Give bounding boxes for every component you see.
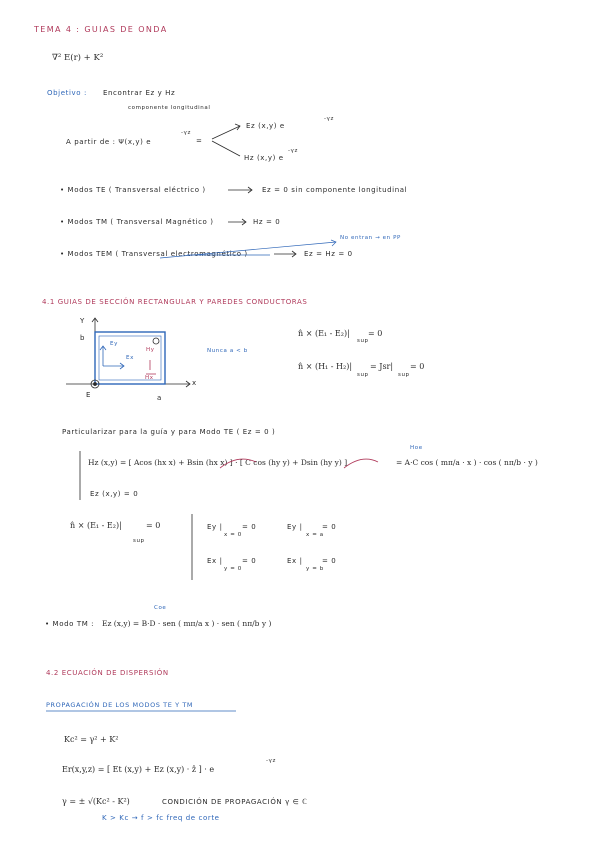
cond-ey-x0-rhs: = 0: [242, 523, 257, 531]
hz-equation: Hz (x,y) = [ Acos (hx x) + Bsin (hx x) ] · [ C cos (hy y) + Dsin (hy y) ]: [88, 458, 348, 467]
diagram-ex: Ex: [126, 355, 134, 361]
waveguide-diagram: [66, 318, 190, 388]
page-title: TEMA 4 : GUIAS DE ONDA: [34, 25, 168, 34]
dispersion-eq2: Er(x,y,z) = [ Et (x,y) + Ez (x,y) · ẑ ] · e: [62, 765, 215, 774]
ez-equation: Ez (x,y) = 0: [90, 490, 139, 498]
tem-note: No entran → en PP: [340, 235, 401, 241]
section-42-title: 4.2 ECUACIÓN DE DISPERSIÓN: [46, 669, 169, 677]
mode-tm: • Modos TM ( Transversal Magnético ): [60, 218, 214, 226]
hz-result: = A·C cos ( mπ/a · x ) · cos ( nπ/b · y ): [396, 458, 538, 467]
cond-ex-yb: Ex |: [287, 557, 303, 565]
diagram-a: a: [157, 394, 162, 402]
cond-ex-y0: Ex |: [207, 557, 223, 565]
bc3-sub: sup: [133, 538, 145, 544]
cond-ey-xa-sub: x = a: [306, 532, 324, 538]
cond-ey-x0-sub: x = 0: [224, 532, 242, 538]
from-expression: A partir de : Ψ(x,y) e: [66, 138, 152, 146]
mode-tem-result: Ez = Hz = 0: [304, 250, 353, 258]
mode-tem: • Modos TEM ( Transversal electromagnético ): [60, 250, 248, 258]
objective-text: Encontrar Ez y Hz: [103, 89, 176, 97]
diagram-b: b: [80, 334, 86, 342]
particularize-text: Particularizar para la guía y para Modo TE ( Ez = 0 ): [62, 428, 276, 436]
branch-arrows: [212, 124, 240, 156]
cond-ex-yb-sub: y = b: [306, 566, 324, 572]
diagram-hx: Hx: [145, 375, 154, 381]
mode-te-result: Ez = 0 sin componente longitudinal: [262, 186, 408, 194]
dispersion-eq2-exp: -γz: [266, 758, 276, 764]
tm-note: Coe: [154, 605, 167, 611]
section-41-title: 4.1 GUIAS DE SECCIÓN RECTANGULAR Y PAREDES CONDUCTORAS: [42, 298, 308, 306]
bc2-lhs: n̂ × (H₁ - H₂)|: [298, 362, 353, 371]
diagram-y-axis: Y: [80, 317, 85, 325]
cond-ex-y0-rhs: = 0: [242, 557, 257, 565]
red-annotations: [220, 459, 378, 468]
bc2-sub: sup: [357, 372, 369, 378]
from-equals: =: [196, 137, 203, 145]
bc1-sub: sup: [357, 338, 369, 344]
cond-ex-yb-rhs: = 0: [322, 557, 337, 565]
objective-note: componente longitudinal: [128, 105, 211, 111]
cond-ey-xa-rhs: = 0: [322, 523, 337, 531]
from-exponent: -γz: [181, 130, 191, 136]
bc3-lhs: n̂ × (E₁ - E₂)|: [70, 521, 122, 530]
diagram-x-axis: x: [192, 379, 197, 387]
bc2-rhs-sub: sup: [398, 372, 410, 378]
branch-ez: Ez (x,y) e: [246, 122, 285, 130]
bc2-end: = 0: [410, 362, 425, 371]
brace-lines: [80, 451, 192, 580]
propagation-condition: CONDICIÓN DE PROPAGACIÓN γ ∈ ℂ: [162, 798, 308, 806]
branch-hz: Hz (x,y) e: [244, 154, 284, 162]
cutoff-condition: K > Kc → f > fc freq de corte: [102, 814, 220, 822]
bc2-rhs: = Jsr|: [370, 362, 394, 371]
tem-annotation: [160, 240, 336, 258]
dispersion-eq1: Kc² = γ² + K²: [64, 735, 119, 744]
mode-tm-result: Hz = 0: [253, 218, 281, 226]
diagram-hy: Hy: [146, 347, 155, 353]
wave-equation: ∇² E(r) + K²: [52, 53, 104, 63]
cond-ex-y0-sub: y = 0: [224, 566, 242, 572]
diagram-note: Nunca a < b: [207, 348, 248, 354]
objective-label: Objetivo :: [47, 89, 87, 97]
cond-ey-x0: Ey |: [207, 523, 223, 531]
diagram-ey: Ey: [110, 341, 118, 347]
diagram-origin: E: [86, 391, 92, 399]
dispersion-eq3: γ = ± √(Kc² - K²): [62, 797, 130, 806]
tm-equation: Ez (x,y) = B·D · sen ( mπ/a x ) · sen ( nπ/b y ): [102, 619, 272, 628]
branch-hz-exp: -γz: [288, 148, 298, 154]
tm-label: • Modo TM :: [45, 620, 95, 628]
bc1-lhs: n̂ × (E₁ - E₂)|: [298, 329, 350, 338]
hoe-label: Hoe: [410, 445, 423, 451]
bc3-rhs: = 0: [146, 521, 161, 530]
field-arrows: [100, 346, 156, 374]
bc1-rhs: = 0: [368, 329, 383, 338]
branch-ez-exp: -γz: [324, 116, 334, 122]
cond-ey-xa: Ey |: [287, 523, 303, 531]
mode-te: • Modos TE ( Transversal eléctrico ): [60, 186, 206, 194]
section-42-subtitle: PROPAGACIÓN DE LOS MODOS TE Y TM: [46, 701, 194, 709]
